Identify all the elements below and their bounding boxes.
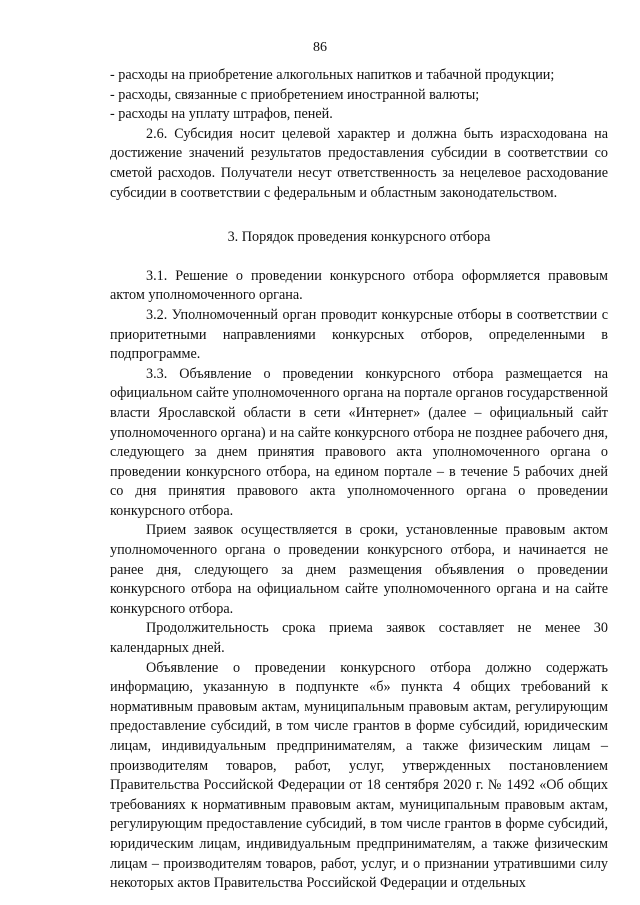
paragraph-announcement: Объявление о проведении конкурсного отбора должно содержать информацию, указанную в подпункте «б» пункта 4 общих требований к нормативным правовым актам, муниципальным правовым актам, регулирующим предоставление субсидий, в том числе грантов в форме субсидий, юридическим лицам, индивидуальным предпринимателям, а также физическим лицам – производителям товаров, работ, услуг, утвержденных постановлением Правительства Российской Федерации от 18 сентября 2020 г. № 1492 «Об общих требованиях к нормативным правовым актам, муниципальным правовым актам, регулирующим предоставление субсидий, в том числе грантов в форме субсидий, юридическим лицам, индивидуальным предпринимателям, а также физическим лицам – производителям товаров, работ, услуг, и о признании утратившими силу некоторых актов Правительства Российской Федерации и отдельных [110,659,608,892]
paragraph-3-2: 3.2. Уполномоченный орган проводит конкурсные отборы в соответствии с приоритетными направлениями конкурсных отборов, определенными в подпрограмме. [110,306,608,363]
list-item: - расходы на приобретение алкогольных напитков и табачной продукции; [110,67,555,83]
list-item: - расходы, связанные с приобретением иностранной валюты; [110,86,480,103]
list-item: - расходы на уплату штрафов, пеней. [110,106,333,123]
section-heading: 3. Порядок проведения конкурсного отбора [227,229,491,246]
paragraph-3-3: 3.3. Объявление о проведении конкурсного отбора размещается на официальном сайте уполномоченного органа на портале органов государственной власти Ярославской области в сети «Интернет» (далее – официальный сайт уполномоченного органа) и на сайте конкурсного отбора не позднее рабочего дня, следующего за днем принятия правового акта уполномоченного органа о проведении конкурсного отбора, на едином портале – в течение 5 рабочих дней со дня принятия правового акта уполномоченного органа о проведении конкурсного отбора. [110,365,608,519]
page-number: 86 [313,40,327,55]
paragraph-applications: Прием заявок осуществляется в сроки, установленные правовым актом уполномоченного органа о проведении конкурсного отбора, и начинается не ранее дня, следующего за днем размещения объявления о проведении конкурсного отбора на официальном сайте уполномоченного органа и на сайте конкурсного отбора. [110,522,608,617]
paragraph-duration: Продолжительность срока приема заявок составляет не менее 30 календарных дней. [110,620,608,657]
paragraph-3-1: 3.1. Решение о проведении конкурсного отбора оформляется правовым актом уполномоченного органа. [110,267,608,304]
document-body [110,66,608,894]
paragraph-2-6: 2.6. Субсидия носит целевой характер и должна быть израсходована на достижение значений результатов предоставления субсидии в соответствии со сметой расходов. Получатели несут ответственность за нецелевое расходование субсидии в соответствии с федеральным и областным законодательством. [110,125,608,201]
